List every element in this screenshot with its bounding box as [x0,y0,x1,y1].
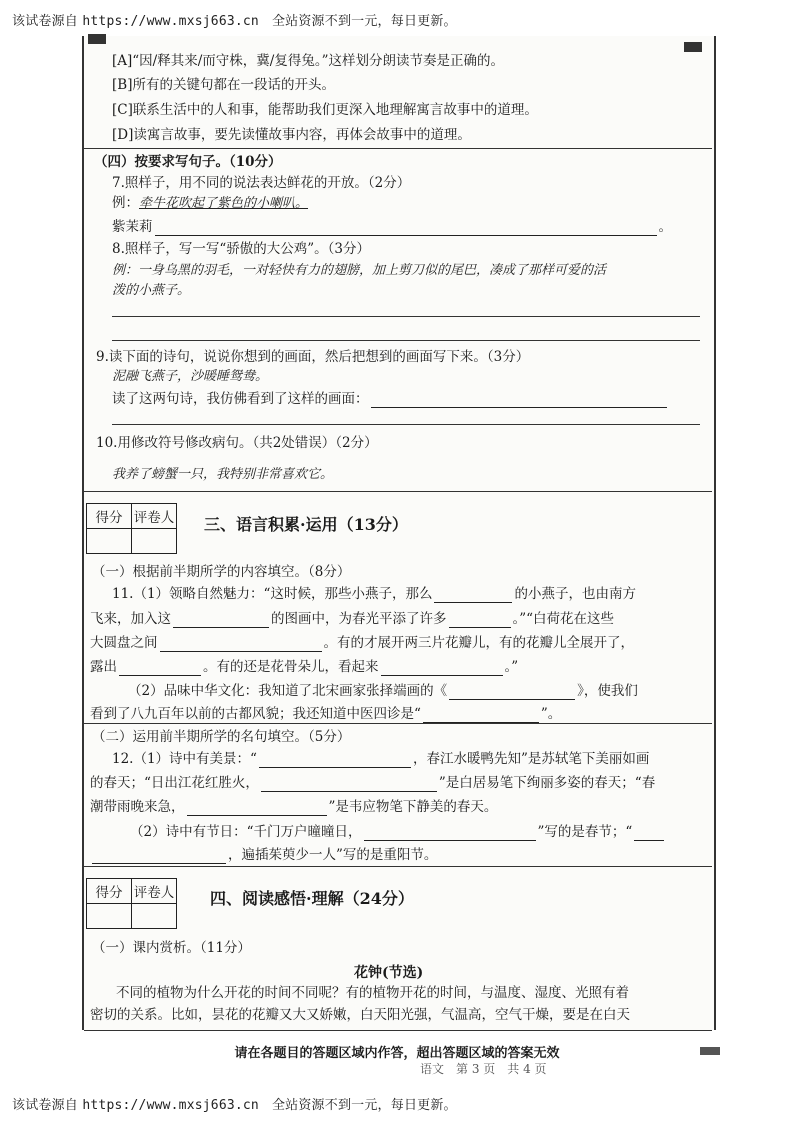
q11-text: 。”“白荷花在这些 [512,611,615,627]
q12-blank[interactable] [634,826,664,841]
q7-end: 。 [658,219,672,235]
q7-example-label: 例： [112,195,139,211]
divider [84,491,712,492]
section3-title: 三、语言积累·运用（13分） [204,515,408,534]
q11-line2 [90,610,614,628]
q7-example [112,194,308,213]
q12-text: ，遍插茱萸少一人”写的是重阳节。 [228,847,438,863]
passage-title: 花钟(节选) [354,965,424,981]
section3-sub1: （一）根据前半期所学的内容填空。（8分） [92,564,351,580]
score-cell[interactable] [87,529,132,554]
q10-prompt: 10.用修改符号修改病句。（共2处错误）（2分） [96,435,378,451]
q11-text: 大圆盘之间 [90,635,158,651]
q9-answer-blank[interactable] [371,393,667,408]
q12-blank[interactable] [364,826,536,841]
passage-line1: 不同的植物为什么开花的时间不同呢？有的植物开花的时间，与温度、湿度、光照有着 [116,985,629,1001]
watermark-url[interactable]: https://www.mxsj663.cn [82,14,259,29]
divider [84,723,712,724]
q11-text: 的图画中，为春光平添了许多 [271,611,447,627]
passage-line2: 密切的关系。比如，昙花的花瓣又大又娇嫩，白天阳光强，气温高，空气干燥，要是在白天 [90,1007,630,1023]
q12-blank[interactable] [92,849,226,864]
q11-blank[interactable] [449,685,575,700]
watermark-suffix: 全站资源不到一元，每日更新。 [271,14,457,29]
q9-answer-line-2[interactable] [112,424,700,425]
q12-text: ”是白居易笔下绚丽多姿的春天；“春 [438,775,656,791]
q11-line5 [128,682,638,700]
q11-text: 11.（1）领略自然魅力：“这时候，那些小燕子，那么 [112,586,433,602]
q11-blank[interactable] [434,588,512,603]
divider [84,866,712,867]
sheet-bottom-border [84,1030,712,1031]
q11-blank[interactable] [423,708,539,723]
watermark-prefix: 该试卷源自 [12,1098,79,1113]
q12-text: （2）诗中有节日：“千门万户曈曈日， [130,824,362,840]
option-b: [B]所有的关键句都在一段话的开头。 [112,77,335,93]
q12-line5 [90,846,437,864]
section3-sub2: （二）运用前半期所学的名句填空。（5分） [92,729,351,745]
q9-answer-row [112,390,669,408]
watermark-bottom [12,1094,457,1113]
q12-text: ”写的是春节；“ [537,824,633,840]
q9-poem: 泥融飞燕子，沙暖睡鸳鸯。 [112,369,269,384]
score-label: 得分 [87,504,132,529]
q7-example-text: 牵牛花吹起了紫色的小喇叭。 [139,196,309,211]
section4-sub1: （一）课内赏析。（11分） [92,940,251,956]
q12-line4 [130,823,666,841]
q11-text: 露出 [90,659,117,675]
option-c: [C]联系生活中的人和事，能帮助我们更深入地理解寓言故事中的道理。 [112,102,538,118]
q12-line3 [90,798,497,816]
q11-blank[interactable] [119,661,201,676]
q11-text: 。有的才展开两三片花瓣儿，有的花瓣儿全展开了， [323,635,634,651]
part4-heading: （四）按要求写句子。（10分） [94,154,282,170]
q12-blank[interactable] [261,777,437,792]
watermark-url[interactable]: https://www.mxsj663.cn [82,1098,259,1113]
q12-blank[interactable] [259,753,411,768]
q11-line3 [90,634,634,652]
answer-area-notice: 请在各题目的答题区域内作答，超出答题区域的答案无效 [234,1046,560,1061]
grader-cell[interactable] [132,529,177,554]
q11-text: 。” [504,659,519,675]
watermark-top [12,10,457,29]
q11-blank[interactable] [449,613,511,628]
section4-title: 四、阅读感悟·理解（24分） [210,889,414,908]
divider [84,148,712,149]
option-d: [D]读寓言故事，要先读懂故事内容，再体会故事中的道理。 [112,127,471,143]
q11-line1 [112,585,636,603]
q8-example-line2: 泼的小燕子。 [112,283,191,298]
score-label: 得分 [87,879,132,904]
score-box-section4 [86,878,177,929]
q11-text: （2）品味中华文化：我知道了北宋画家张择端画的《 [128,683,448,699]
q12-text: ”是韦应物笔下静美的春天。 [328,799,498,815]
score-cell[interactable] [87,904,132,929]
grader-label: 评卷人 [132,879,177,904]
registration-mark [700,1047,720,1055]
q12-text: 的春天；“日出江花红胜火， [90,775,259,791]
q11-text: 。有的还是花骨朵儿，看起来 [203,659,379,675]
q10-sentence: 我养了螃蟹一只，我特别非常喜欢它。 [112,467,334,482]
q11-text: 看到了八九百年以前的古都风貌；我还知道中医四诊是“ [90,706,421,722]
watermark-prefix: 该试卷源自 [12,14,79,29]
q11-text: 》，使我们 [577,683,638,699]
grader-label: 评卷人 [132,504,177,529]
q7-prompt: 7.照样子，用不同的说法表达鲜花的开放。（2分） [112,175,411,191]
option-a: [A]“因/释其来/而守株，冀/复得兔。”这样划分朗读节奏是正确的。 [112,53,504,69]
q12-blank[interactable] [187,801,327,816]
q8-answer-line-2[interactable] [112,340,700,341]
q11-blank[interactable] [173,613,269,628]
score-box-section3 [86,503,177,554]
q11-line6 [90,705,561,723]
q11-text: 的小燕子，也由南方 [514,586,636,602]
q12-line1 [112,750,649,768]
q8-answer-line-1[interactable] [112,316,700,317]
q7-answer-blank[interactable] [155,221,657,236]
q11-blank[interactable] [381,661,503,676]
q12-text: 潮带雨晚来急， [90,799,185,815]
q8-example-line1: 例：一身乌黑的羽毛，一对轻快有力的翅膀，加上剪刀似的尾巴，凑成了那样可爱的活 [112,263,607,278]
registration-mark [88,34,106,44]
page-number: 语文 第 3 页 共 4 页 [420,1062,547,1076]
q11-text: ”。 [540,706,562,722]
q12-text: ，春江水暖鸭先知”是苏轼笔下美丽如画 [412,751,650,767]
q11-blank[interactable] [160,637,322,652]
q9-prompt: 9.读下面的诗句，说说你想到的画面，然后把想到的画面写下来。（3分） [96,349,530,365]
q8-prompt: 8.照样子，写一写“骄傲的大公鸡”。（3分） [112,241,371,257]
q7-answer-row [112,218,672,236]
q12-line2 [90,774,655,792]
q11-line4 [90,658,518,676]
watermark-suffix: 全站资源不到一元，每日更新。 [271,1098,457,1113]
q9-stem: 读了这两句诗，我仿佛看到了这样的画面： [112,391,369,407]
grader-cell[interactable] [132,904,177,929]
q7-stem: 紫茉莉 [112,219,153,235]
q12-text: 12.（1）诗中有美景：“ [112,751,257,767]
registration-mark [684,42,702,52]
q11-text: 飞来，加入这 [90,611,171,627]
